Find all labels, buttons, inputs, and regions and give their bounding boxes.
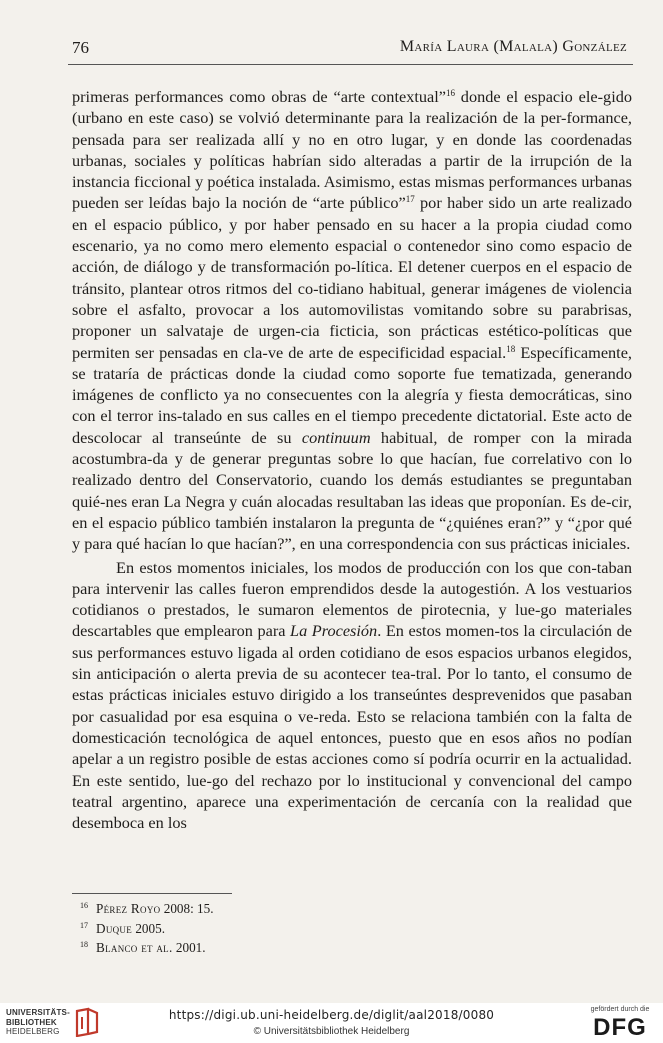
footnote-ref-17[interactable]: 17 bbox=[405, 194, 415, 205]
running-head: María Laura (Malala) González bbox=[399, 38, 627, 55]
footnote-author: Blanco et al. bbox=[96, 940, 173, 955]
footnote-author: Duque bbox=[96, 920, 133, 936]
body-text bbox=[72, 86, 632, 833]
text-run: En estos momentos iniciales, los modos de producción con los que con-taban para intervenir las calles fueron emprendidos desde la autogestión. A los vestuarios cotidianos o prestados, le sumaron elementos de pirotecnia, y lue-go materiales descartables que emplearon para bbox=[72, 557, 632, 641]
text-run: Específicamente, se trataría de prácticas donde la ciudad como soporte fue tematizada, generando imágenes de conflicto ya no consecuentes con la alegría y fiesta democráticas, sino con el terror ins-talado en sus calles en el tiempo precedente dictatorial. Este acto de descolocar al transeúnte de su bbox=[72, 342, 633, 447]
italic-title: La Procesión bbox=[290, 621, 378, 641]
footnote-number: 18 bbox=[80, 940, 88, 949]
dfg-logo[interactable] bbox=[585, 1004, 655, 1042]
footnote-author: Pérez Royo bbox=[96, 901, 161, 916]
funder-name: DFG bbox=[593, 1014, 647, 1038]
paragraph-1 bbox=[72, 86, 632, 555]
footnote-rule bbox=[72, 893, 232, 894]
text-run: donde el espacio ele-gido (urbano en este caso) se volvió determinante para la realización de la per-formance, pensada para ser realizada allí y no en otro lugar, y en donde las coordenadas urbanas, sociales y políticas habrían sido alteradas a partir de la irrupción de la instancia ficcional y poética instalada. Asimismo, estas mismas performances urbanas pueden ser leídas bajo la noción de “arte público” bbox=[72, 87, 632, 213]
library-line: UNIVERSITÄTS- bbox=[6, 1008, 70, 1017]
footnote-citation: 2001. bbox=[172, 940, 206, 955]
library-line: HEIDELBERG bbox=[6, 1027, 60, 1036]
footnote-citation: 2005. bbox=[132, 920, 165, 936]
header-rule bbox=[68, 64, 633, 65]
footnote-17 bbox=[80, 919, 214, 939]
text-run: . En estos momen-tos la circulación de sus performances estuvo ligada al orden cotidiano de esos espacios urbanos elegidos, sin anticipación o alerta previa de su acontecer tea-tral. Por lo tanto, el consumo de estas prácticas iniciales estuvo dirigido a los transeúntes desprevenidos que pasaban por casualidad por esa esquina o ve-reda. Esto se relaciona también con la falta de domesticación tecnológica de aquel entonces, puesto que en esos años no podían apelar a un registro posible de estas acciones como sí podría ocurrir en la actualidad. En este sentido, lue-go del rechazo por lo institucional y convencional del campo teatral argentino, aparece una experimentación de cercanía con la realidad que desemboca en los bbox=[72, 621, 632, 833]
footnote-number: 16 bbox=[80, 901, 88, 910]
page-number: 76 bbox=[72, 38, 89, 57]
text-run: por haber sido un arte realizado en el espacio público, y por haber pensado en su hacer a la propia ciudad como escenario, ya no como mero elemento espacial o contenedor sino como espacio de acción, de diálogo y de transformación po-lítica. El detener cuerpos en el espacio de tránsito, plantear otros ritmos del co-tidiano habitual, generar imágenes de violencia sobre el asfalto, provocar a los automovilistas vomitando sobre su parabrisas, proponer un salvataje de urgen-cia ficticia, son prácticas estético-políticas que permiten ser pensadas en cla-ve de arte de especificidad espacial. bbox=[72, 193, 632, 362]
funding-caption: gefördert durch die bbox=[590, 1006, 650, 1013]
text-run: primeras performances como obras de “arte contextual” bbox=[72, 87, 446, 106]
footer-url-link[interactable]: https://digi.ub.uni-heidelberg.de/diglit/aal2018/0080 bbox=[168, 1008, 495, 1022]
paragraph-2 bbox=[72, 557, 632, 834]
footnote-16 bbox=[80, 899, 214, 919]
footnote-ref-18[interactable]: 18 bbox=[506, 343, 516, 354]
footnote-number: 17 bbox=[80, 920, 88, 930]
footnote-18 bbox=[80, 938, 214, 958]
library-line: BIBLIOTHEK bbox=[6, 1017, 57, 1027]
footnote-ref-16[interactable]: 16 bbox=[445, 88, 455, 98]
text-run: habitual, de romper con la mirada acostumbra-da y de generar preguntas sobre lo que hacían, fue correlativo con lo realizado dentro del Conservatorio, cuando los demás estudiantes se preguntaban quié-nes eran La Negra y cuán alocadas resultaban las ideas que proponían. Es de-cir, en el espacio público también instalaron la pregunta de “¿quiénes eran?” y “¿por qué y para qué hacían lo que hacían?”, en una correspondencia con sus prácticas iniciales. bbox=[72, 427, 633, 554]
footnote-citation: 2008: 15. bbox=[160, 901, 214, 916]
italic-term: continuum bbox=[301, 427, 371, 447]
footer-copyright: © Universitätsbibliothek Heidelberg bbox=[253, 1026, 410, 1037]
dfg-wordmark bbox=[589, 1014, 651, 1038]
footnotes bbox=[80, 899, 214, 958]
